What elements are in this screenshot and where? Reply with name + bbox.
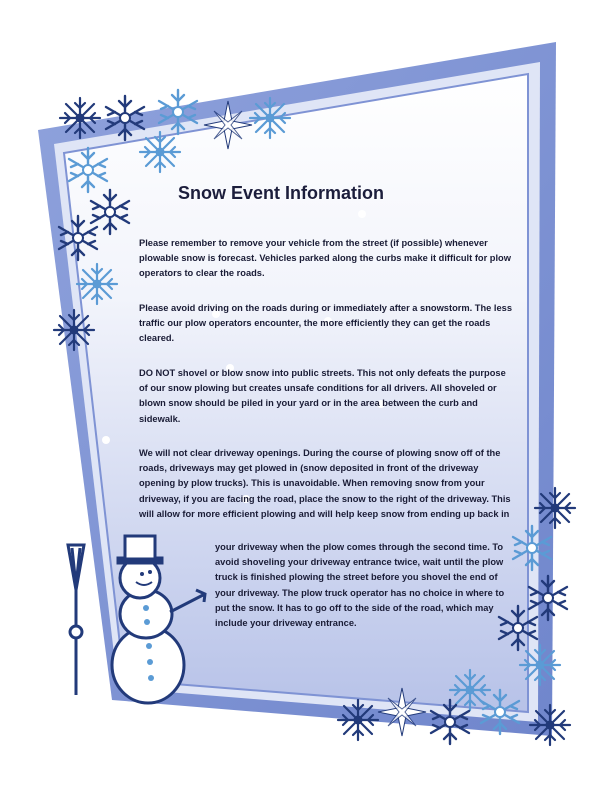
snowflake-icon xyxy=(530,705,570,745)
paragraph-remove-vehicle: Please remember to remove your vehicle from the street (if possible) whenever plowable snow is forecast. Vehicles parked along the curbs make it difficult for plow operators to clear the roads. xyxy=(139,238,511,279)
paragraph-driveway-continued: your driveway when the plow comes through the second time. To avoid shoveling your driveway entrance twice, wait until the plow truck is finished plowing the street before you shovel the end of your driveway. The plow truck operator has no choice in where to put the snow. It has to go off to the side of the road, which may include your driveway entrance. xyxy=(215,542,505,629)
snowflake-icon xyxy=(54,310,94,350)
snow-dot xyxy=(358,210,366,218)
paragraph-avoid-driving: Please avoid driving on the roads during or immediately after a snowstorm. The less traffic our plow operators encounter, the more efficiently they can get the roads cleared. xyxy=(139,303,513,344)
paragraph-driveway-openings: We will not clear driveway openings. During the course of plowing snow off of the roads, driveways may get plowed in (snow deposited in front of the driveway opening by plow trucks). This is unavoidable. When removing snow from your driveway, if you are facing the road, place the snow to the right of the driveway. This will allow for more efficient plowing and will help keep snow from ending up back in xyxy=(139,448,511,519)
page-title: Snow Event Information xyxy=(178,183,385,203)
snowflake-icon xyxy=(60,98,100,138)
snow-dot xyxy=(102,436,110,444)
snowflake-icon xyxy=(535,488,575,528)
snowflake-icon xyxy=(77,264,117,304)
snowflake-icon xyxy=(140,132,180,172)
snowflake-icon xyxy=(250,98,290,138)
snowflake-icon xyxy=(338,700,378,740)
paragraph-do-not-shovel: DO NOT shovel or blow snow into public streets. This not only defeats the purpose of our snow plowing but creates unsafe conditions for all drivers. All shoveled or blown snow should be piled in your yard or in the area between the curb and sidewalk. xyxy=(139,368,506,424)
snowflake-icon xyxy=(520,645,560,685)
